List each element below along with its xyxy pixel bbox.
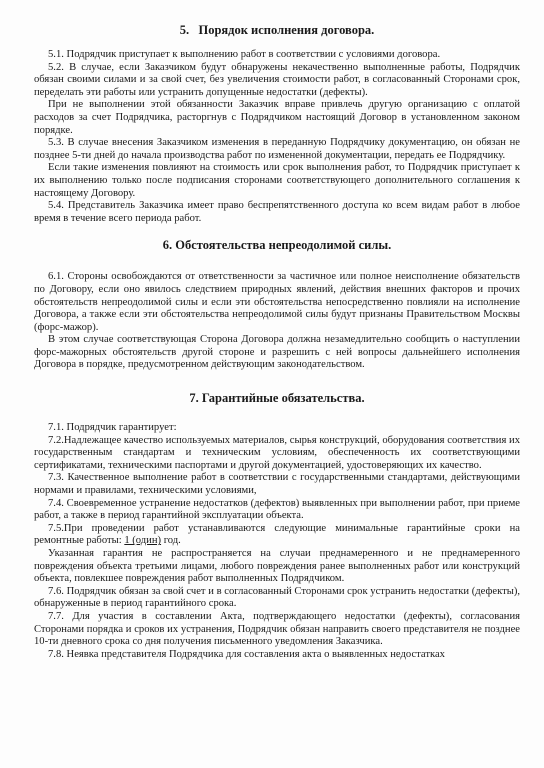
clause-7-2: 7.2.Надлежащее качество используемых материалов, сырья конструкций, оборудования соответствия их государственным стандартам и техническим условиям, обеспеченность их соответствующими сертификатами, техническими паспортами и другой документацией, удостоверяющих их качество. bbox=[34, 434, 520, 471]
clause-7-5-lead: 7.5.При проведении работ устанавливаются следующие минимальные гарантийные сроки на ремонтные работы: bbox=[34, 522, 520, 547]
clause-5-1: 5.1. Подрядчик приступает к выполнению работ в соответствии с условиями договора. bbox=[48, 49, 441, 60]
clause-5-3: 5.3. В случае внесения Заказчиком изменения в переданную Подрядчику документацию, он обязан не позднее 5-ти дней до начала производства работ по измененной документации, передать ее Подрядчику. bbox=[34, 137, 520, 161]
clause-5-3-continuation: Если такие изменения повлияют на стоимость или срок выполнения работ, то Подрядчик приступает к их выполнению только после подписания сторонами соответствующего дополнительного соглашения к настоящему Договору. bbox=[34, 162, 520, 199]
warranty-exclusions: Указанная гарантия не распространяется на случаи преднамеренного и не преднамеренного повреждения объекта третьими лицами, любого повреждения ранее выполненных работ или конструкций объекта, повлекшее повреждения работ выполненных Подрядчиком. bbox=[34, 548, 520, 585]
clause-7-7: 7.7. Для участия в составлении Акта, подтверждающего недостатки (дефекты), согласования Сторонами порядка и сроков их устранения, Подрядчик обязан направить своего представителя не позднее 10-ти дневного срока со дня получения письменного уведомления Заказчика. bbox=[34, 610, 520, 648]
clause-7-1: 7.1. Подрядчик гарантирует: bbox=[48, 422, 177, 434]
warranty-term: 1 (один) bbox=[124, 535, 162, 547]
clause-6-1-continuation: В этом случае соответствующая Сторона Договора должна незамедлительно сообщить о наступлении форс-мажорных обстоятельств другой стороне и разрешить с ней вопросы дальнейшего исполнения Договора в порядке, предусмотренном действующим законодательством. bbox=[34, 334, 520, 371]
clause-7-5-tail: год. bbox=[161, 535, 181, 547]
clause-5-2-continuation: При не выполнении этой обязанности Заказчик вправе привлечь другую организацию с оплатой расходов за счет Подрядчика, расторгнув с Подрядчиком настоящий Договор в установленном законом порядке. bbox=[34, 99, 520, 136]
clause-7-5 bbox=[34, 523, 520, 548]
section-6-heading: 6. Обстоятельства непреодолимой силы. bbox=[162, 238, 392, 253]
section-7-heading: 7. Гарантийные обязательства. bbox=[189, 391, 365, 406]
clause-7-6: 7.6. Подрядчик обязан за свой счет и в согласованный Сторонами срок устранить недостатки (дефекты), обнаруженные в период гарантийного срока. bbox=[34, 585, 520, 610]
clause-6-1: 6.1. Стороны освобождаются от ответственности за частичное или полное неисполнение обязательств по Договору, если оно явилось следствием природных явлений, действия внешних факторов и прочих обстоятельств непреодолимой силы и если эти обстоятельства непосредственно повлияли на исполнение Договора, а также если эти обстоятельства непреодолимой силы будут признаны Правительством Москвы (форс-мажор). bbox=[34, 271, 520, 333]
clause-5-4: 5.4. Представитель Заказчика имеет право беспрепятственного доступа ко всем видам работ в любое время в течение всего периода работ. bbox=[34, 200, 520, 224]
clause-7-3: 7.3. Качественное выполнение работ в соответствии с государственными стандартами, действующими нормами и правилами, техническими условиями, bbox=[34, 472, 520, 497]
clause-7-4: 7.4. Своевременное устранение недостатков (дефектов) выявленных при выполнении работ, при приеме работ, а также в период гарантийной эксплуатации объекта. bbox=[34, 497, 520, 522]
clause-7-8: 7.8. Неявка представителя Подрядчика для составления акта о выявленных недостатках bbox=[48, 648, 445, 660]
section-5-heading: 5. Порядок исполнения договора. bbox=[179, 23, 375, 37]
clause-5-2: 5.2. В случае, если Заказчиком будут обнаружены некачественно выполненные работы, Подрядчик обязан своими силами и за свой счет, без увеличения стоимости работ, в согласованный Сторонами срок, переделать эти работы или устранить допущенные недостатки (дефекты). bbox=[34, 61, 520, 98]
